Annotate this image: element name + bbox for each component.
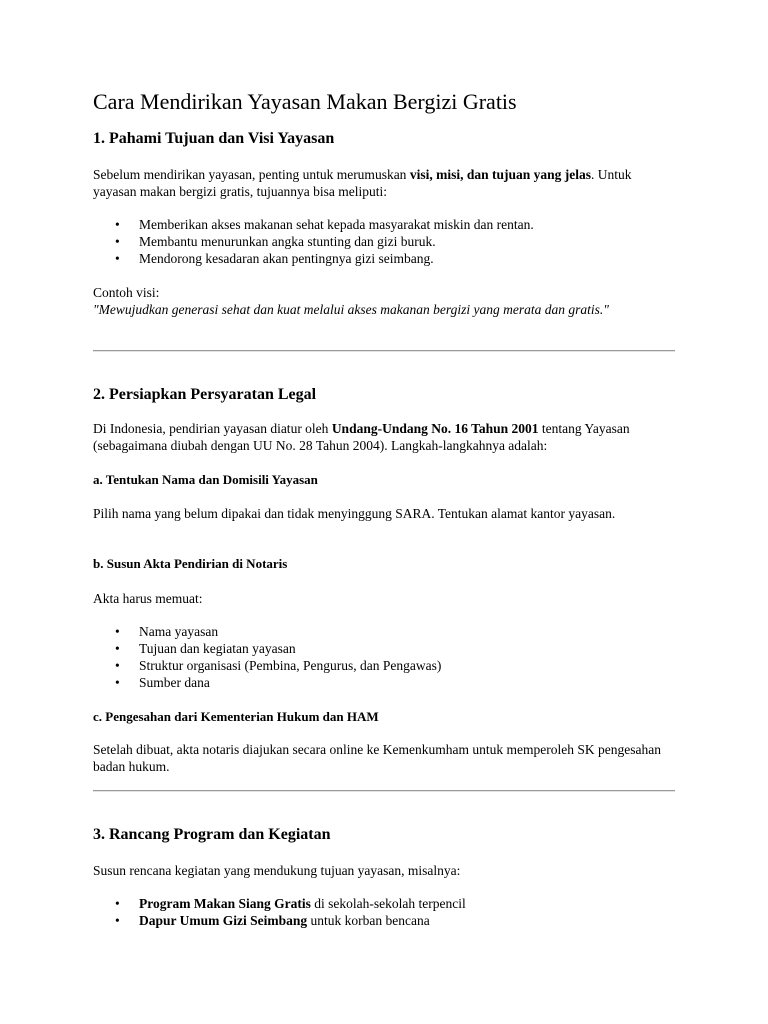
section1-example [93, 284, 675, 318]
list-item: • Dapur Umum Gizi Seimbang untuk korban bencana [115, 913, 430, 928]
bullet-icon: • [115, 251, 120, 266]
divider [93, 350, 675, 352]
bullet-icon: • [115, 641, 120, 656]
list-item: • Sumber dana [115, 675, 210, 690]
section1-heading: 1. Pahami Tujuan dan Visi Yayasan [93, 130, 335, 147]
subsection-a-heading: a. Tentukan Nama dan Domisili Yayasan [93, 472, 318, 487]
bullet-icon: • [115, 658, 120, 673]
program-list [93, 895, 466, 929]
example-vision-text: "Mewujudkan generasi sehat dan kuat melalui akses makanan bergizi yang merata dan gratis." [93, 302, 609, 317]
list-item: • Mendorong kesadaran akan pentingnya gizi seimbang. [115, 251, 434, 266]
section3-intro: Susun rencana kegiatan yang mendukung tujuan yayasan, misalnya: [93, 863, 461, 878]
section2-heading: 2. Persiapkan Persyaratan Legal [93, 386, 317, 403]
bullet-icon: • [115, 624, 120, 639]
subsection-b-heading: b. Susun Akta Pendirian di Notaris [93, 556, 288, 571]
subsection-c-heading: c. Pengesahan dari Kementerian Hukum dan HAM [93, 709, 379, 724]
bullet-icon: • [115, 913, 120, 928]
list-item: • Membantu menurunkan angka stunting dan gizi buruk. [115, 234, 436, 249]
section1-intro-after: . Untuk yayasan makan bergizi gratis, tujuannya bisa meliputi: [93, 167, 632, 199]
bullet-icon: • [115, 675, 120, 690]
section3-heading: 3. Rancang Program dan Kegiatan [93, 826, 331, 843]
law-reference: Undang-Undang No. 16 Tahun 2001 [331, 421, 539, 436]
bullet-icon: • [115, 234, 120, 249]
list-item: • Tujuan dan kegiatan yayasan [115, 641, 296, 656]
list-item: • Nama yayasan [115, 624, 219, 639]
section1-goal-list [93, 216, 534, 267]
subsection-c-text: Setelah dibuat, akta notaris diajukan secara online ke Kemenkumham untuk memperoleh SK pengesahan badan hukum. [93, 742, 661, 774]
section1-intro [93, 166, 675, 200]
bullet-icon: • [115, 896, 120, 911]
list-item: • Struktur organisasi (Pembina, Pengurus, dan Pengawas) [115, 658, 442, 673]
list-item: • Program Makan Siang Gratis di sekolah-sekolah terpencil [115, 896, 466, 911]
subsection-a-text: Pilih nama yang belum dipakai dan tidak menyinggung SARA. Tentukan alamat kantor yayasan. [93, 506, 616, 521]
document-title: Cara Mendirikan Yayasan Makan Bergizi Gratis [93, 89, 517, 114]
subsection-b-text: Akta harus memuat: [93, 591, 203, 606]
list-item: • Memberikan akses makanan sehat kepada masyarakat miskin dan rentan. [115, 217, 534, 232]
example-label: Contoh visi: [93, 285, 160, 300]
section1-intro-before: Sebelum mendirikan yayasan, penting untuk merumuskan [93, 167, 410, 182]
divider [93, 790, 675, 792]
section1-intro-bold: visi, misi, dan tujuan yang jelas [409, 167, 591, 182]
deed-contents-list [93, 623, 441, 691]
bullet-icon: • [115, 217, 120, 232]
section2-intro: Di Indonesia, pendirian yayasan diatur oleh Undang-Undang No. 16 Tahun 2001 tentang Yayasan (sebagaimana diubah dengan UU No. 28 Tahun 2004). Langkah-langkahnya adalah: [93, 421, 630, 453]
